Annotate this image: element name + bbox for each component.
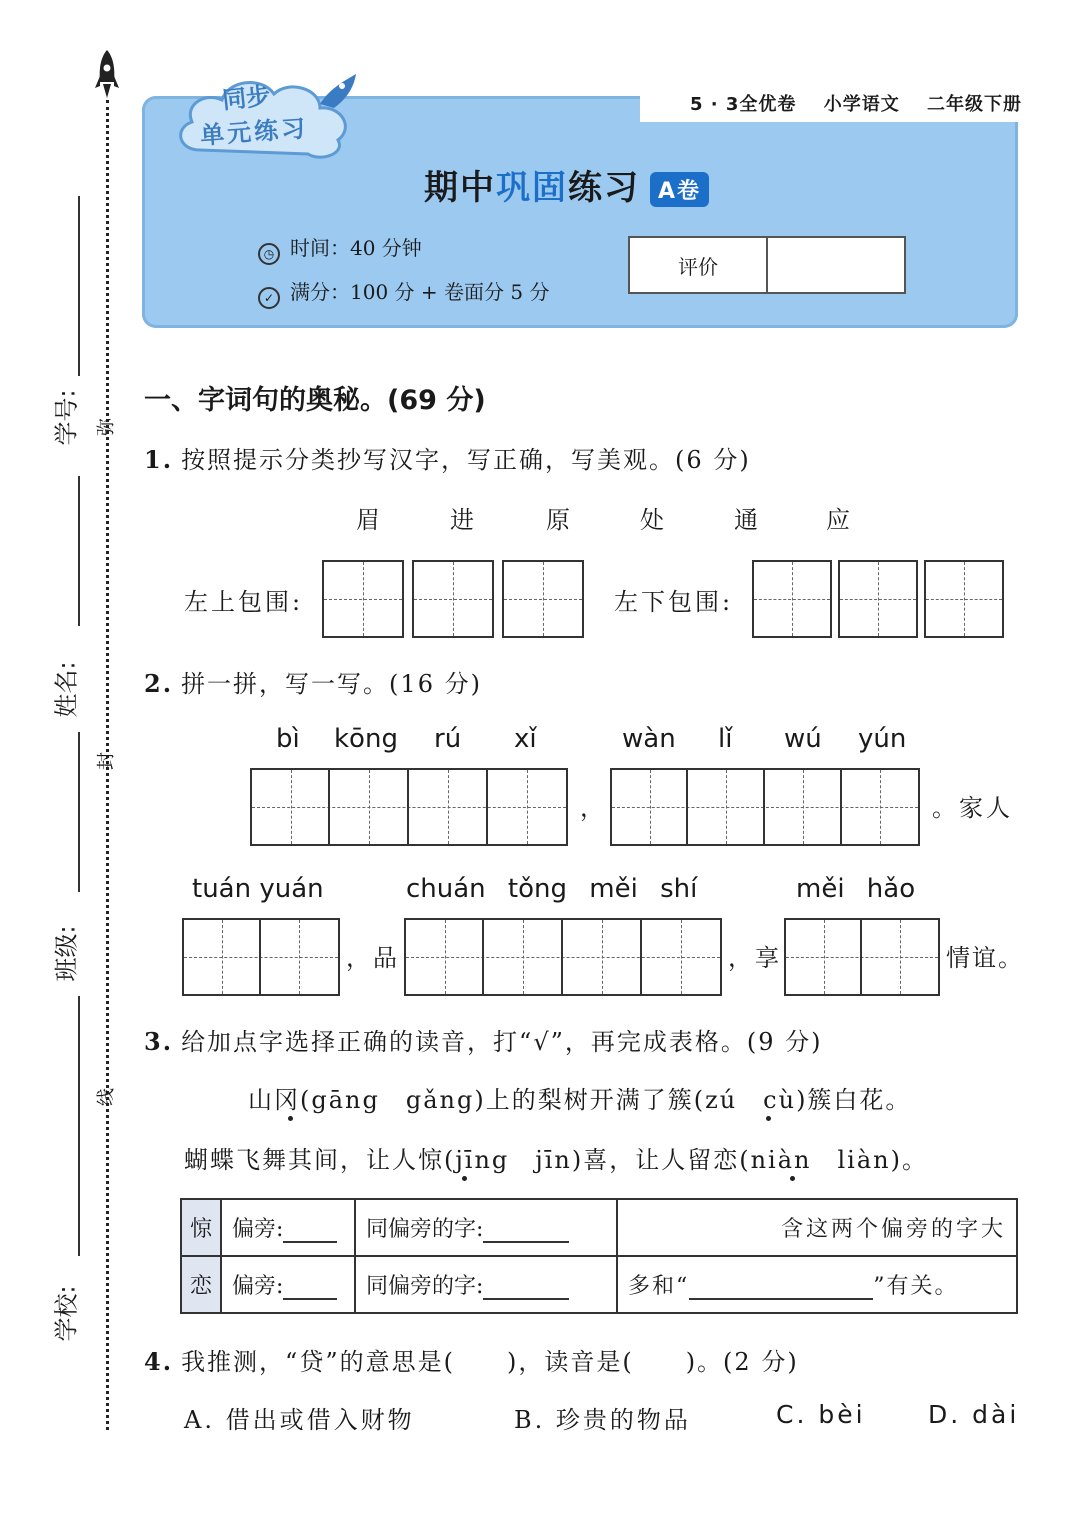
student-no-label: 学号:: [52, 389, 81, 446]
answer-blank[interactable]: [283, 1241, 337, 1243]
time-info: [258, 232, 422, 265]
pinyin: kōng: [334, 724, 398, 754]
passage-line-2: 蝴蝶飞舞其间，让人惊(jīng jīn)喜，让人留恋(niàn liàn)。: [184, 1146, 928, 1174]
pinyin: wú: [784, 724, 822, 754]
school-line: [78, 996, 80, 1256]
class-label: 班级:: [52, 925, 81, 982]
conclusion-top: 含这两个偏旁的字大: [617, 1199, 1017, 1256]
question-number: 3.: [144, 1027, 174, 1056]
writing-grid[interactable]: [752, 560, 832, 638]
writing-grid-4[interactable]: [404, 918, 722, 996]
question-text: 给加点字选择正确的读音，打“√”，再完成表格。(9 分): [181, 1028, 823, 1056]
pinyin: yún: [858, 724, 907, 754]
writing-grid[interactable]: [838, 560, 918, 638]
answer-blank[interactable]: [483, 1241, 569, 1243]
question-text: 我推测，“贷”的意思是( )，读音是( )。(2 分): [181, 1348, 799, 1376]
label-right-enclosure: 左下包围:: [614, 588, 734, 616]
section-title: 一、字词句的奥秘。(69 分): [144, 385, 486, 416]
evaluation-field[interactable]: [768, 238, 904, 292]
option-c: C. bèi: [776, 1400, 866, 1429]
passage-line-1: 山冈(gāng gǎng)上的梨树开满了簇(zú cù)簇白花。: [248, 1086, 912, 1114]
evaluation-label: 评价: [630, 238, 768, 292]
radical-label: 偏旁:: [232, 1274, 284, 1299]
question-2: [144, 664, 482, 699]
evaluation-box: [628, 236, 906, 294]
conclusion-bottom: [617, 1256, 1017, 1313]
answer-blank[interactable]: [689, 1298, 873, 1300]
class-line: [78, 732, 80, 892]
char-1: 眉: [356, 506, 383, 534]
question-number: 4.: [144, 1347, 174, 1376]
answer-blank[interactable]: [283, 1298, 337, 1300]
title-part-1: 期中: [424, 168, 496, 208]
writing-grid[interactable]: [502, 560, 584, 638]
grade-name: 二年级下册: [926, 94, 1022, 115]
pinyin: měi hǎo: [796, 874, 916, 904]
radical-label: 偏旁:: [232, 1217, 284, 1242]
same-radical-cell: [355, 1256, 617, 1313]
seal-char-3: 线: [96, 1088, 117, 1106]
pinyin: wàn: [622, 724, 676, 754]
option-a: A. 借出或借入财物: [184, 1406, 415, 1434]
table-char: 惊: [181, 1199, 221, 1256]
title-part-3: 练习: [568, 168, 640, 208]
emphasis-dot: [790, 1176, 795, 1181]
same-radical-label: 同偏旁的字:: [366, 1217, 484, 1242]
clock-icon: ◷: [258, 243, 280, 265]
sentence-connector: ，享: [728, 944, 782, 972]
seal-char-1: 弥: [96, 418, 117, 436]
pinyin: tuán yuán: [192, 874, 324, 904]
emphasis-dot: [288, 1116, 293, 1121]
table-char: 恋: [181, 1256, 221, 1313]
header-series-info: [690, 90, 1042, 116]
writing-grid-2[interactable]: [784, 918, 940, 996]
option-d: D. dài: [928, 1400, 1020, 1429]
question-4: [144, 1342, 799, 1377]
char-2: 进: [450, 506, 477, 534]
rocket-icon: [94, 48, 120, 104]
name-label: 姓名:: [52, 661, 81, 718]
pinyin: chuán tǒng měi shí: [406, 874, 698, 904]
same-radical-label: 同偏旁的字:: [366, 1274, 484, 1299]
name-line: [78, 476, 80, 626]
emphasis-dot: [766, 1116, 771, 1121]
check-circle-icon: ✓: [258, 287, 280, 309]
question-1: [144, 440, 751, 475]
subject-name: 小学语文: [823, 94, 900, 115]
conclusion-text: ”有关。: [873, 1274, 959, 1299]
question-3: [144, 1022, 823, 1057]
sentence-connector: ，品: [346, 944, 400, 972]
writing-grid-4[interactable]: [250, 768, 568, 846]
sentence-tail: 。家人: [932, 794, 1013, 822]
question-text: 拼一拼，写一写。(16 分): [181, 670, 482, 698]
radical-cell: [221, 1256, 355, 1313]
label-left-enclosure: 左上包围:: [184, 588, 304, 616]
writing-grid[interactable]: [322, 560, 404, 638]
question-text: 按照提示分类抄写汉字，写正确，写美观。(6 分): [181, 446, 751, 474]
radical-table: [180, 1198, 1018, 1314]
question-number: 2.: [144, 669, 174, 698]
version-badge: A卷: [650, 172, 709, 207]
writing-grid-4[interactable]: [610, 768, 920, 846]
pinyin: lǐ: [718, 724, 733, 754]
cloud-text-2: 单元练习: [199, 114, 310, 150]
option-b: B. 珍贵的物品: [514, 1406, 691, 1434]
score-text: 满分：100 分 + 卷面分 5 分: [290, 280, 550, 304]
sentence-tail: 情谊。: [946, 944, 1024, 972]
student-no-line: [78, 196, 80, 376]
pinyin: xǐ: [514, 724, 537, 754]
char-6: 应: [826, 506, 853, 534]
pinyin: bì: [276, 724, 300, 754]
conclusion-text: 多和“: [628, 1274, 690, 1299]
time-text: 时间：40 分钟: [290, 236, 422, 260]
punctuation: ，: [580, 794, 607, 822]
score-info: [258, 276, 549, 309]
pinyin: rú: [434, 724, 462, 754]
char-4: 处: [640, 506, 667, 534]
cloud-text-1: 同步: [220, 81, 272, 115]
writing-grid-2[interactable]: [182, 918, 340, 996]
series-name: 5 · 3全优卷: [690, 94, 797, 115]
title-part-2: 巩固: [496, 168, 568, 208]
char-3: 原: [546, 506, 573, 534]
question-number: 1.: [144, 445, 174, 474]
answer-blank[interactable]: [483, 1298, 569, 1300]
radical-cell: [221, 1199, 355, 1256]
page-title: [424, 160, 709, 209]
char-5: 通: [734, 506, 761, 534]
same-radical-cell: [355, 1199, 617, 1256]
school-label: 学校:: [52, 1285, 81, 1342]
writing-grid[interactable]: [412, 560, 494, 638]
emphasis-dot: [462, 1176, 467, 1181]
writing-grid[interactable]: [924, 560, 1004, 638]
seal-char-2: 封: [96, 752, 117, 770]
